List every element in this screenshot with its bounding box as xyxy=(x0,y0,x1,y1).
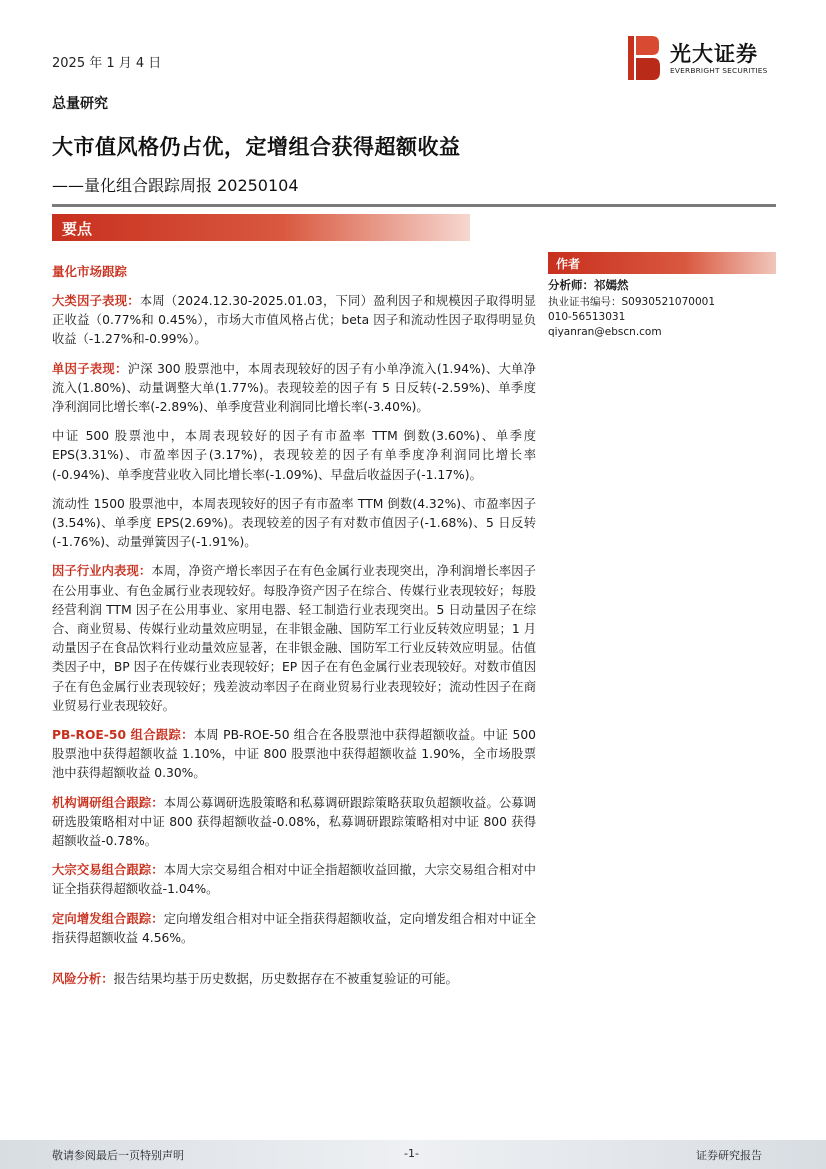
footer-disclaimer: 敬请参阅最后一页特别声明 xyxy=(52,1149,184,1162)
logo-name-en: EVERBRIGHT SECURITIES xyxy=(670,66,768,75)
report-category: 总量研究 xyxy=(52,96,108,112)
report-subtitle: ——量化组合跟踪周报 20250104 xyxy=(52,176,299,195)
page-footer xyxy=(0,1140,826,1169)
paragraph-risk xyxy=(52,970,536,989)
paragraph-text: 定向增发组合相对中证全指获得超额收益，定向增发组合相对中证全指获得超额收益 4.56%。 xyxy=(52,911,536,945)
page-number: -1- xyxy=(404,1147,419,1160)
paragraph-industry-factors xyxy=(52,562,536,716)
paragraph-text: 本周公募调研选股策略和私募调研跟踪策略获取负超额收益。公募调研选股策略相对中证 800 获得超额收益-0.08%，私募调研跟踪策略相对中证 800 获得超额收益-0.78%。 xyxy=(52,795,536,849)
section-title: 量化市场跟踪 xyxy=(52,264,128,279)
paragraph-lead: 因子行业内表现： xyxy=(52,564,152,579)
paragraph-text: 沪深 300 股票池中，本周表现较好的因子有小单净流入(1.94%)、大单净流入(1.80%)、动量调整大单(1.77%)。表现较差的因子有 5 日反转(-2.59%)、单季度净利润同比增长率(-2.89%)、单季度营业利润同比增长率(-3.40%)。 xyxy=(52,361,536,415)
company-logo xyxy=(626,36,778,80)
paragraph-lead: 大宗交易组合跟踪： xyxy=(52,863,164,878)
paragraph-text: 中证 500 股票池中，本周表现较好的因子有市盈率 TTM 倒数(3.60%)、单季度 EPS(3.31%)、市盈率因子(3.17%)，表现较差的因子有单季度净利润同比增长率(-0.94%)、单季度营业收入同比增长率(-1.09%)、早盘后收益因子(-1.17%)。 xyxy=(52,429,536,482)
keypoints-body xyxy=(52,262,536,999)
paragraph-single-factor-hs300 xyxy=(52,360,536,418)
paragraph-text: 本周 PB-ROE-50 组合在各股票池中获得超额收益。中证 500 股票池中获得超额收益 1.10%，中证 800 股票池中获得超额收益 1.90%，全市场股票池中获得超额收益 0.30%。 xyxy=(52,728,536,781)
paragraph-single-factor-csi500 xyxy=(52,427,536,485)
paragraph-lead: PB-ROE-50 组合跟踪： xyxy=(52,728,194,743)
email-link[interactable]: qiyanran@ebscn.com xyxy=(548,326,662,338)
paragraph-institution-research xyxy=(52,794,536,852)
paragraph-text: 流动性 1500 股票池中，本周表现较好的因子有市盈率 TTM 倒数(4.32%)、市盈率因子(3.54%)、单季度 EPS(2.69%)。表现较差的因子有对数市值因子(-1.68%)、5 日反转(-1.76%)、动量弹簧因子(-1.91%)。 xyxy=(52,496,536,550)
paragraph-style-factors xyxy=(52,292,536,350)
license-number: 执业证书编号：S0930521070001 xyxy=(548,296,716,308)
keypoints-label: 要点 xyxy=(62,220,93,238)
paragraph-private-placement xyxy=(52,910,536,948)
paragraph-lead: 单因子表现： xyxy=(52,361,128,376)
report-title: 大市值风格仍占优，定增组合获得超额收益 xyxy=(52,135,461,159)
paragraph-text: 本周（2024.12.30-2025.01.03，下同）盈利因子和规模因子取得明显正收益（0.77%和 0.45%），市场大市值风格占优；beta 因子和流动性因子取得明显负收益（-1.27%和-0.99%）。 xyxy=(52,294,536,347)
paragraph-block-trade xyxy=(52,861,536,899)
author-header-bar xyxy=(548,252,776,274)
logo-mark-icon xyxy=(626,36,660,80)
paragraph-text: 报告结果均基于历史数据，历史数据存在不被重复验证的可能。 xyxy=(113,972,458,987)
paragraph-lead: 大类因子表现： xyxy=(52,294,140,308)
author-label: 作者 xyxy=(556,257,581,271)
paragraph-lead: 机构调研组合跟踪： xyxy=(52,795,164,810)
paragraph-pb-roe-50 xyxy=(52,726,536,784)
analyst-name: 分析师：祁嫣然 xyxy=(548,278,629,292)
paragraph-single-factor-liq1500 xyxy=(52,495,536,553)
header-divider xyxy=(52,204,776,207)
author-info xyxy=(548,278,776,340)
phone-number: 010-56513031 xyxy=(548,311,626,323)
keypoints-header-bar xyxy=(52,214,470,241)
paragraph-lead: 风险分析： xyxy=(52,972,114,987)
paragraph-text: 本周，净资产增长率因子在有色金属行业表现突出，净利润增长率因子在公用事业、有色金属行业表现较好。每股净资产因子在综合、传媒行业表现较好；每股经营利润 TTM 因子在公用事业、家用电器、轻工制造行业表现突出。5 日动量因子在综合、商业贸易、传媒行业动量效应明显，在非银金融、国防军工行业反转效应明显；1 月动量因子在食品饮料行业动量效应显著，在非银金融、国防军工行业反转效应明显。估值类因子中，BP 因子在传媒行业表现较好；EP 因子在有色金属行业表现较好。对数市值因子在有色金属行业表现较好；残差波动率因子在商业贸易行业表现较好；流动性因子在商业贸易行业表现较好。 xyxy=(52,564,536,713)
paragraph-lead: 定向增发组合跟踪： xyxy=(52,911,164,926)
footer-report-type: 证券研究报告 xyxy=(696,1149,762,1162)
paragraph-text: 本周大宗交易组合相对中证全指超额收益回撤，大宗交易组合相对中证全指获得超额收益-1.04%。 xyxy=(52,863,536,897)
report-date: 2025 年 1 月 4 日 xyxy=(52,56,162,71)
logo-name-cn: 光大证券 xyxy=(670,42,758,66)
